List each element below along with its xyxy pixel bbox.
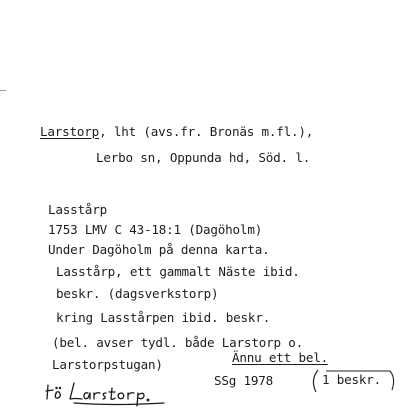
entry-name: Lasstårp: [48, 202, 108, 217]
entry-text-line-8a: Larstorpstugan): [52, 357, 163, 372]
map-note: Under Dagöholm på denna karta.: [48, 242, 270, 257]
card-heading: [40, 124, 313, 140]
entry-text-line-5: beskr. (dagsverkstorp): [56, 286, 219, 301]
reference-ssg: SSg 1978: [214, 373, 274, 388]
entry-text-line-6: kring Lasstårpen ibid. beskr.: [56, 310, 271, 325]
handwritten-signature: [44, 379, 174, 407]
place-name-heading: Larstorp: [40, 124, 100, 139]
count-bracket: [308, 368, 398, 394]
entry-text-line-4: Lasstårp, ett gammalt Näste ibid.: [56, 264, 300, 279]
count-note: 1 beskr.: [322, 372, 382, 387]
entry-text-line-7: (bel. avser tydl. både Larstorp o.: [52, 335, 303, 350]
scan-edge-mark: [0, 90, 6, 91]
heading-description: , lht (avs.fr. Bronäs m.fl.),: [99, 124, 314, 139]
another-record-note: Ännu ett bel.: [232, 350, 328, 365]
parish-line: Lerbo sn, Oppunda hd, Söd. l.: [96, 150, 311, 165]
source-line: 1753 LMV C 43-18:1 (Dagöholm): [48, 222, 263, 237]
